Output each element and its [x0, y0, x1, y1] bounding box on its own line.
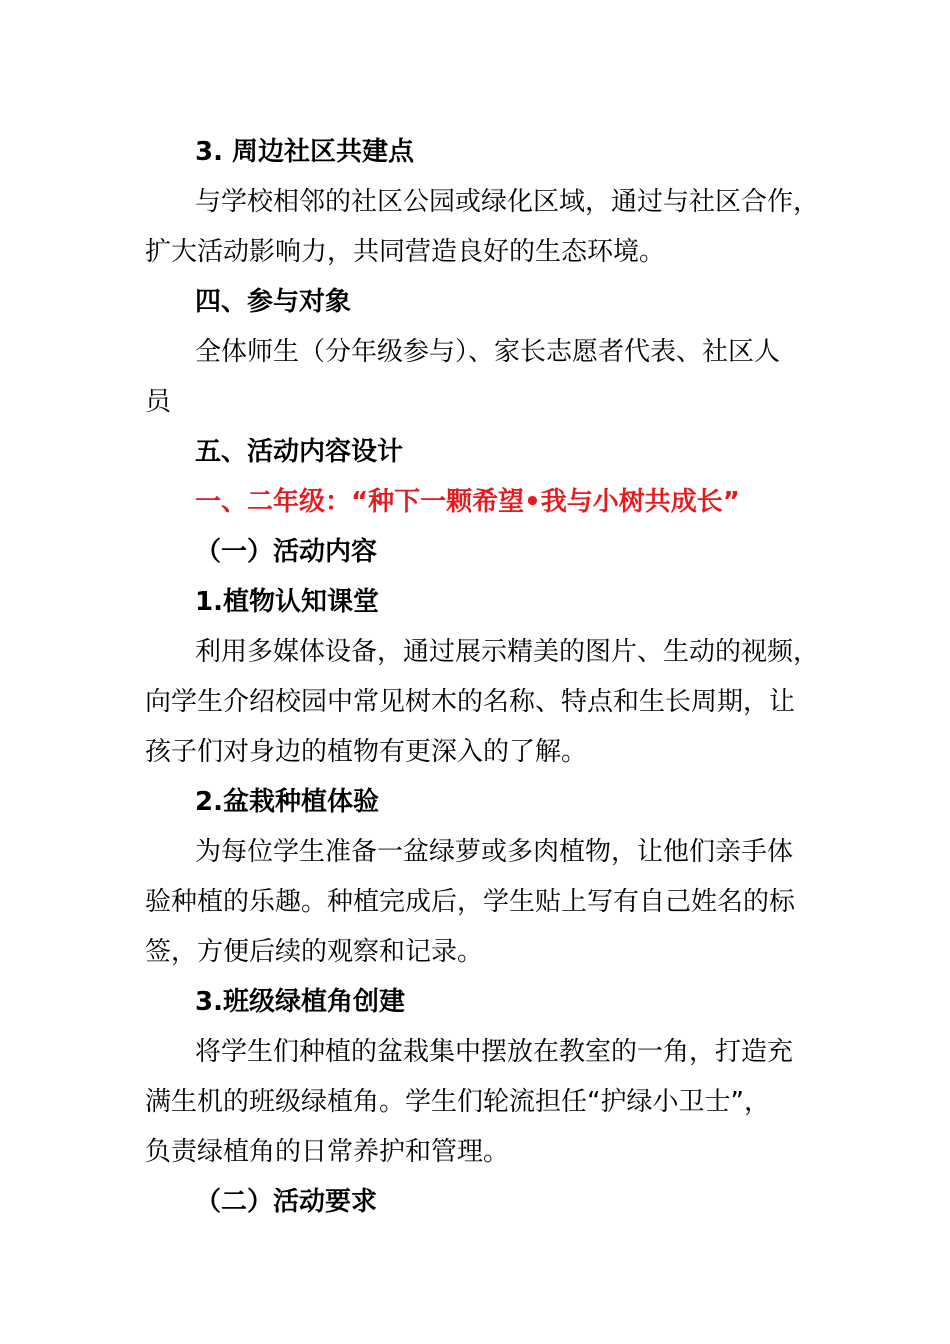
paragraph-line: 利用多媒体设备，通过展示精美的图片、生动的视频， — [195, 637, 820, 667]
paragraph-line: 员 — [145, 387, 172, 417]
paragraph-line: 负责绿植角的日常养护和管理。 — [145, 1137, 510, 1167]
paragraph-line: 孩子们对身边的植物有更深入的了解。 — [145, 737, 588, 767]
section-3-heading: 3. 周边社区共建点 — [195, 137, 415, 167]
section-5-heading: 五、活动内容设计 — [195, 437, 404, 467]
item-2-heading: 2.盆栽种植体验 — [195, 787, 379, 817]
paragraph-line: 满生机的班级绿植角。学生们轮流担任“护绿小卫士”， — [145, 1087, 770, 1117]
grade-title: 一、二年级：“种下一颗希望•我与小树共成长” — [195, 487, 740, 517]
subsection-2-heading: （二）活动要求 — [195, 1187, 378, 1217]
paragraph-line: 将学生们种植的盆栽集中摆放在教室的一角，打造充 — [195, 1037, 794, 1067]
item-1-heading: 1.植物认知课堂 — [195, 587, 379, 617]
paragraph-line: 验种植的乐趣。种植完成后，学生贴上写有自己姓名的标 — [145, 887, 796, 917]
paragraph-line: 扩大活动影响力，共同营造良好的生态环境。 — [145, 237, 666, 267]
item-3-heading: 3.班级绿植角创建 — [195, 987, 405, 1017]
subsection-1-heading: （一）活动内容 — [195, 537, 378, 567]
paragraph-line: 全体师生（分年级参与）、家长志愿者代表、社区人 — [195, 337, 781, 367]
section-4-heading: 四、参与对象 — [195, 287, 352, 317]
paragraph-line: 为每位学生准备一盆绿萝或多肉植物，让他们亲手体 — [195, 837, 794, 867]
paragraph-line: 向学生介绍校园中常见树木的名称、特点和生长周期，让 — [145, 687, 796, 717]
paragraph-line: 与学校相邻的社区公园或绿化区域，通过与社区合作， — [195, 187, 820, 217]
paragraph-line: 签，方便后续的观察和记录。 — [145, 937, 484, 967]
